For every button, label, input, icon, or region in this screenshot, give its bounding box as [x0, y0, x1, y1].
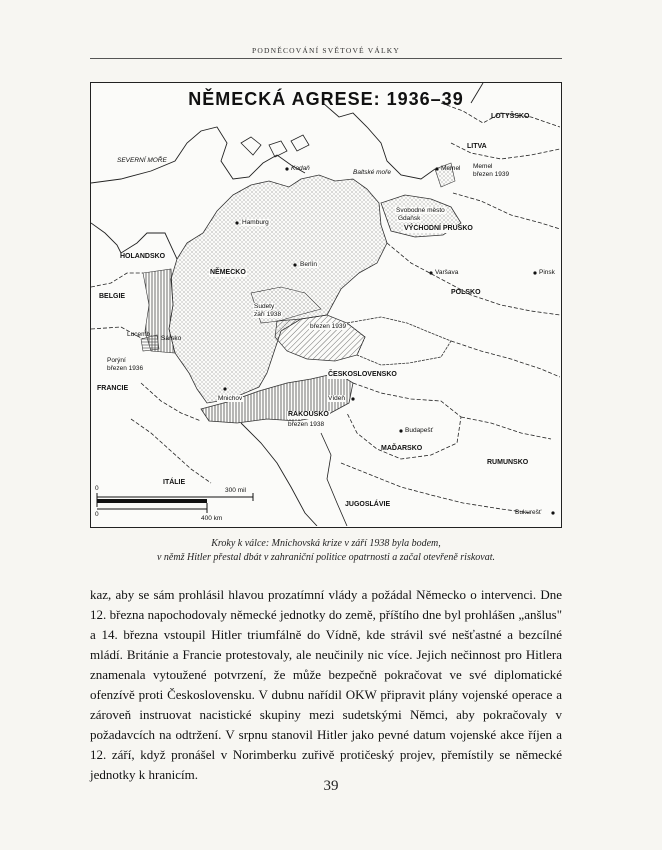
label-mnichov: Mnichov	[218, 395, 243, 402]
label-lotyssko: LOTYŠSKO	[491, 113, 530, 120]
map-title: NĚMECKÁ AGRESE: 1936–39	[188, 89, 464, 109]
label-severni-more: SEVERNÍ MOŘE	[117, 157, 167, 164]
label-nemecko: NĚMECKO	[210, 269, 246, 276]
scale-zero-km: 0	[95, 511, 99, 518]
label-madarsko: MAĎARSKO	[381, 445, 423, 452]
label-holandsko: HOLANDSKO	[120, 253, 166, 260]
map-figure	[90, 82, 562, 528]
label-memel-city: Memel	[441, 165, 461, 172]
label-hamburg: Hamburg	[242, 219, 269, 226]
label-sudety-date: září 1938	[254, 311, 282, 318]
label-gdansk: Gdaňsk	[398, 215, 421, 222]
label-sarsko: Sársko	[161, 335, 182, 342]
label-memel: Memel	[473, 163, 493, 170]
running-head: PODNĚCOVÁNÍ SVĚTOVÉ VÁLKY	[251, 46, 401, 55]
label-francie: FRANCIE	[97, 385, 129, 392]
label-polsko: POLSKO	[451, 289, 481, 296]
label-ceskoslovensko: ČESKOSLOVENSKO	[328, 371, 397, 378]
label-rakousko: RAKOUSKO	[288, 411, 329, 418]
label-svobodne-mesto: Svobodné město	[396, 207, 445, 214]
caption-line-2: v němž Hitler přestal dbát v zahraniční politice opatrnosti a začal otevřeně riskovat.	[156, 552, 495, 563]
label-pinsk: Pinsk	[539, 269, 555, 276]
label-viden: Vídeň	[328, 395, 345, 402]
label-rakousko-date: březen 1938	[288, 421, 325, 428]
label-italie: ITÁLIE	[163, 479, 186, 486]
label-varsava: Varšava	[435, 269, 459, 276]
label-brezen-1939: březen 1939	[310, 323, 347, 330]
label-memel-date: březen 1939	[473, 171, 510, 178]
label-rumunsko: RUMUNSKO	[487, 459, 529, 466]
label-baltske-more: Baltské moře	[353, 169, 391, 176]
label-kodan: Kodaň	[291, 165, 310, 172]
scale-miles-label: 300 mil	[225, 487, 246, 494]
label-bukurest: Bukurešť	[515, 509, 542, 516]
label-jugoslavie: JUGOSLÁVIE	[345, 501, 391, 508]
label-lucembursko: Lucemb.	[127, 331, 152, 338]
label-berlin: Berlín	[300, 261, 317, 268]
label-budapest: Budapešť	[405, 427, 434, 434]
label-litva: LITVA	[467, 143, 487, 150]
label-vychodni-prusko: VÝCHODNÍ PRUSKO	[404, 225, 473, 232]
caption-line-1: Kroky k válce: Mnichovská krize v září 1938 byla bodem,	[211, 538, 441, 549]
page-number: 39	[323, 778, 339, 794]
body-paragraph: kaz, aby se sám prohlásil hlavou prozatímní vlády a požádal Německo o intervenci. Dne 12. března napochodovaly německé jednotky do země, příštího dne byl prohlášen „anšlus" a 14. března vstoupil Hitler triumfálně do Vídně, kde strávil své nešťastné a bezcílné mládí. Británie a Francie protestovaly, ale neučinily nic více. Jejich nečinnost pro Hitlera znamenala vytoužené potvrzení, že může bezpečně pokračovat ve své diplomatické ofenzívě proti Československu. V dubnu nařídil OKW připravit plány vojenské operace a zároveň instruovat nacistické skupiny mezi sudetskými Němci, aby pokračovaly v požadavcích na odtržení. V srpnu stanovil Hitler jako pevné datum vojenské akce říjen a 12. září, když pronášel v Norimberku zuřivě protičeský projev, přemístily se německé jednotky k hranicím.	[90, 587, 562, 782]
scale-km-label: 400 km	[201, 515, 223, 522]
scale-zero-miles: 0	[95, 485, 99, 492]
figure-caption	[90, 537, 562, 565]
label-poryni-date: březen 1936	[107, 365, 144, 372]
label-belgie: BELGIE	[99, 293, 126, 300]
label-poryni: Porýní	[107, 357, 126, 364]
header-rule	[90, 58, 562, 59]
label-sudety: Sudety	[254, 303, 275, 310]
